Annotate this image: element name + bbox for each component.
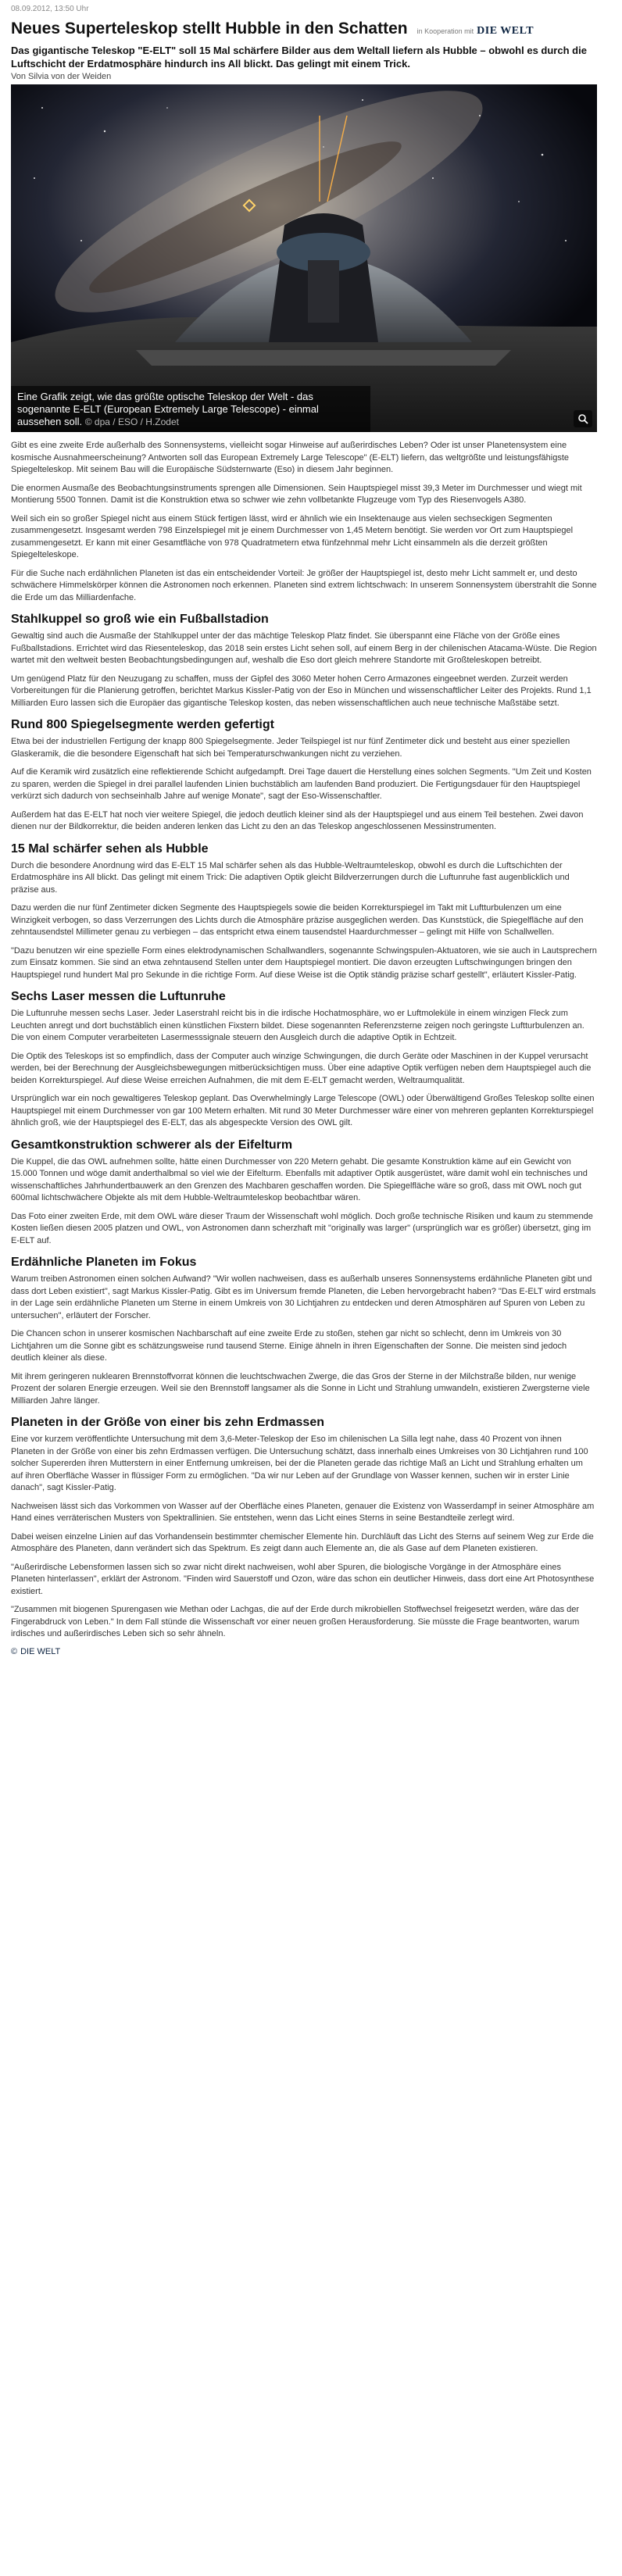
- paragraph: Etwa bei der industriellen Fertigung der knapp 800 Spiegelsegmente. Jeder Teilspiegel ist nur fünf Zentimeter dick und besteht aus einer speziellen Glaskeramik, die die besondere Eigenschaft hat sich bei Temperaturschwankungen nicht zu verziehen.: [11, 737, 570, 759]
- paragraph: Auf die Keramik wird zusätzlich eine reflektierende Schicht aufgedampft. Drei Tage dauert die Herstellung eines solchen Segments. "Um Zeit und Kosten zu sparen, werden die Spiegel in drei parallel laufenden Linien buchstäblich am laufenden Band produziert. Die Fertigungsdauer für den Hauptspiegel verkürzt sich dadurch von sechseinhalb Jahre auf wenige Monate", sagt der Eso-Wissenschaftler.: [11, 767, 592, 801]
- footer-brand[interactable]: DIE WELT: [20, 1646, 61, 1656]
- coop-label: in Kooperation mit: [416, 27, 474, 35]
- section-heading: Planeten in der Größe von einer bis zehn Erdmassen: [11, 1416, 324, 1429]
- article-footer: [11, 1647, 611, 1656]
- paragraph: "Zusammen mit biogenen Spurengasen wie Methan oder Lachgas, die auf der Erde durch mikrobiellen Stoffwechsel freigesetzt werden, wäre das der Fingerabdruck von Leben." In dem Fall stünde die Wissenschaft vor einer neuen großen Herausforderung. Sie müsste die Frage beantworten, warum irdisches und außerirdisches Leben sich so sehr ähneln.: [11, 1605, 580, 1638]
- copyright-mark: ©: [11, 1646, 18, 1656]
- paragraph: Die Luftunruhe messen sechs Laser. Jeder Laserstrahl reicht bis in die irdische Hochatmosphäre, wo er Luftmoleküle in einem winzigen Fleck zum Leuchten anregt und dort buchstäblich einen künstlichen Fixstern bildet. Diese sogenannten Referenzsterne zeigen noch geringste Luftturbulenzen an. Die von einem Computer verarbeiteten Lasermesssignale steuern den Ausgleich durch die adaptive Optik in Echtzeit.: [11, 1009, 584, 1042]
- zoom-icon[interactable]: [574, 410, 592, 427]
- paragraph: Nachweisen lässt sich das Vorkommen von Wasser auf der Oberfläche eines Planeten, genauer die Existenz von Wasserdampf in seiner Atmosphäre am Hand eines verräterischen Musters von Spektrallinien. Sie entstehen, wenn das Licht eines Sterns in seine Bestandteile zerlegt wird.: [11, 1501, 595, 1523]
- caption-text: Eine Grafik zeigt, wie das größte optische Teleskop der Welt - das sogenannte E-ELT (European Extremely Large Telescope) - einmal aussehen soll.: [17, 391, 319, 427]
- article-body: [11, 440, 611, 1641]
- cooperation-note: [417, 25, 534, 38]
- section-heading: 15 Mal schärfer sehen als Hubble: [11, 841, 209, 856]
- section-heading: Rund 800 Spiegelsegmente werden gefertigt: [11, 718, 274, 731]
- section-heading: Gesamtkonstruktion schwerer als der Eifelturm: [11, 1138, 293, 1152]
- paragraph: Mit ihrem geringeren nuklearen Brennstoffvorrat können die leuchtschwachen Zwerge, die das Gros der Sterne in der Milchstraße bilden, nur wenige Prozent der solaren Energie erzeugen. Weil sie den Brennstoff langsamer als die Sonne in Licht und Strahlung umwandeln, existieren Zwergsterne viele Milliarden Jahre länger.: [11, 1371, 590, 1406]
- paragraph: Dazu werden die nur fünf Zentimeter dicken Segmente des Hauptspiegels sowie die beiden Korrekturspiegel im Takt mit Luftturbulenzen um eine Winzigkeit verbogen, so dass Verzerrungen des Lichts durch die Atmosphäre präzise ausgeglichen werden. Das Kunststück, die Spiegelfläche auf den zehntausendstel Millimeter genau zu verbiegen – das entspricht etwa einem tausendstel Haardurchmesser – gelingt mit Hilfe von Schallwellen.: [11, 903, 584, 937]
- paragraph: Warum treiben Astronomen einen solchen Aufwand? "Wir wollen nachweisen, dass es außerhalb unseres Sonnensystems erdähnliche Planeten gibt und dass dort Leben existiert", sagt Markus Kissler-Patig. Gibt es im Universum fremde Planeten, die Leben hervorgebracht haben? "Das E-ELT wird erstmals in der Lage sein erdähnliche Planeten um Sterne in einem Umkreis von 30 Lichtjahren zu entdecken und deren Atmosphären auf Spuren von Leben zu untersuchen", erläutert der Forscher.: [11, 1274, 596, 1320]
- paragraph: Weil sich ein so großer Spiegel nicht aus einem Stück fertigen lässt, wird er ähnlich wie ein Insektenauge aus vielen sechseckigen Segmenten zusammengesetzt. Insgesamt werden 798 Einzelspiegel mit je einem Durchmesser von 1,45 Metern benötigt. Sie werden vor Ort zum Hauptspiegel zusammengesetzt. Er kann mit einer Gesamtfläche von 978 Quadratmetern etwa fünfzehnmal mehr Licht einsammeln als die derzeit größten Spiegelteleskope.: [11, 513, 574, 559]
- paragraph: Die enormen Ausmaße des Beobachtungsinstruments sprengen alle Dimensionen. Sein Hauptspiegel misst 39,3 Meter im Durchmesser und wiegt mit Montierung 5500 Tonnen. Damit ist die Konstruktion etwa so schwer wie zehn vollbetankte Flugzeuge vom Typ des Riesenvogels A380.: [11, 483, 582, 505]
- paragraph: Um genügend Platz für den Neuzugang zu schaffen, muss der Gipfel des 3060 Meter hohen Cerro Armazones eingeebnet werden. Zurzeit werden Vorbereitungen für die Planierung getroffen, berichtet Markus Kissler-Patig von der Eso in München und wissenschaftlicher Leiter des Projekts. Rund 1,1 Milliarden Euro lassen sich die Europäer das gigantische Teleskop kosten, das neben wissenschaftlichen auch neue technische Maßstäbe setzt.: [11, 673, 592, 708]
- figure-caption: [11, 386, 370, 432]
- article-title: Neues Superteleskop stellt Hubble in den Schatten: [11, 20, 408, 38]
- paragraph: Für die Suche nach erdähnlichen Planeten ist das ein entscheidender Vorteil: Je größer der Hauptspiegel ist, desto mehr Licht sammelt er, und desto schwächere Himmelskörper können die Astronomen noch erkennen. Planeten sind extrem lichtschwach: In unserem Sonnensystem überstrahlt die Sonne die Erde um das Milliardenfache.: [11, 568, 597, 602]
- paragraph: Dabei weisen einzelne Linien auf das Vorhandensein bestimmter chemischer Elemente hin. Durchläuft das Licht des Sterns auf seinem Weg zur Erde die Atmosphäre des Planeten, dann verändert sich das Spektrum. Es zeigt dann auch Elemente an, die als Gase auf dem Planeten existieren.: [11, 1531, 594, 1553]
- paragraph: Ursprünglich war ein noch gewaltigeres Teleskop geplant. Das Overwhelmingly Large Telescope (OWL) oder Überwältigend Großes Teleskop sollte einen Hauptspiegel mit einem Durchmesser von gar 100 Metern erhalten. Mit rund 30 Meter Durchmesser wäre einer von mehreren geplanten Korrekturspiegel ähnlich groß, wie der Hauptspiegel des E-ELT, das als abgespeckte Version des OWL gilt.: [11, 1094, 595, 1127]
- paragraph: Die Kuppel, die das OWL aufnehmen sollte, hätte einen Durchmesser von 220 Metern gehabt. Die gesamte Konstruktion käme auf ein Gewicht von 15.000 Tonnen und wöge damit anderthalbmal so viel wie der Eifelturm. Ebenfalls mit adaptiver Optik ausgerüstet, wäre damit wohl ein technisches und wissenschaftliches Jahrhundertbauwerk an den Grenzen des Machbaren geschaffen worden. Die Spiegelfläche wäre so groß, dass mit OWL noch gut 600mal lichtschwächere Objekte als mit dem Hubble-Weltraumteleskop beobachtbar wären.: [11, 1156, 588, 1202]
- section-heading: Sechs Laser messen die Luftunruhe: [11, 990, 226, 1003]
- paragraph: Gibt es eine zweite Erde außerhalb des Sonnensystems, vielleicht sogar Hinweise auf außerirdisches Leben? Oder ist unser Planetensystem eine kosmische Ausnahmeerscheinung? Antworten soll das European Extremely Large Telescope" (E-ELT) liefern, das weltgrößte und leistungsfähigste Spiegelteleskop. Mit seinem Bau will die Europäische Südsternwarte (Eso) in diesem Jahr beginnen.: [11, 441, 569, 474]
- paragraph: Außerdem hat das E-ELT hat noch vier weitere Spiegel, die jedoch deutlich kleiner sind als der Hauptspiegel und aus einem Teil bestehen. Zwei davon dienen nur der Bildkorrektur, die beiden anderen lenken das Licht zu den an das Teleskop angeschlossenen Messinstrumenten.: [11, 809, 584, 831]
- article-figure[interactable]: [11, 84, 597, 432]
- article-author: Von Silvia von der Weiden: [11, 72, 112, 81]
- section-heading: Erdähnliche Planeten im Fokus: [11, 1256, 197, 1269]
- article-date: 08.09.2012, 13:50 Uhr: [11, 5, 89, 13]
- paragraph: "Außerirdische Lebensformen lassen sich so zwar nicht direkt nachweisen, wohl aber Spuren, die biologische Vorgänge in der Atmosphäre eines Planeten hinterlassen", erklärt der Astronom. "Finden wird Sauerstoff und Ozon, wäre das schon ein deutlicher Hinweis, dass dort eine Art Photosynthese existiert.: [11, 1562, 595, 1596]
- paragraph: Die Optik des Teleskops ist so empfindlich, dass der Computer auch winzige Schwingungen, die durch Geräte oder Maschinen in der Kuppel verursacht werden, bei der Berechnung der Ausgleichsbewegungen mitberücksichtigen muss. Über eine adaptive Optik verfügen neben dem Hauptspiegel auch die beiden Korrekturspiegel. Auf diese Weise erreichen Aufnahmen, die mit dem E-ELT gemacht werden, Weltraumqualität.: [11, 1051, 592, 1085]
- paragraph: "Dazu benutzen wir eine spezielle Form eines elektrodynamischen Schallwandlers, sogenannte Schwingspulen-Aktuatoren, wie sie auch in Lautsprechern zum Einsatz kommen. Sie sind an etwa zehntausend Stellen unter dem Hauptspiegel montiert. Die davon erzeugten Luftschwingungen bringen den Hauptspiegel rund hundert Mal pro Sekunde in die richtige Form. Auf diese Weise ist die Optik ständig präzise scharf gestellt", erläutert Kissler-Patig.: [11, 945, 597, 980]
- title-row: [11, 19, 611, 39]
- paragraph: Das Foto einer zweiten Erde, mit dem OWL wäre dieser Traum der Wissenschaft wohl möglich. Doch große technische Risiken und kaum zu stemmende Kosten ließen diesen 2005 platzen und OWL, von Astronomen dann scherzhaft mit "originally was larger" (ursprünglich war es größer) übersetzt, ging im E-ELT auf.: [11, 1211, 593, 1245]
- article-lead: Das gigantische Teleskop "E-ELT" soll 15 Mal schärfere Bilder aus dem Weltall liefern als Hubble – obwohl es durch die Luftschicht der Erdatmosphäre hindurch ins All blickt. Das gelingt mit einem Trick.: [11, 45, 587, 70]
- section-heading: Stahlkuppel so groß wie ein Fußballstadion: [11, 613, 269, 626]
- caption-credit: © dpa / ESO / H.Zodet: [84, 416, 179, 427]
- paragraph: Eine vor kurzem veröffentlichte Untersuchung mit dem 3,6-Meter-Teleskop der Eso im chilenischen La Silla legt nahe, dass 40 Prozent von ihnen Planeten in der Größe von einer bis zehn Erdmassen verfügen. Die Untersuchung schätzt, dass innerhalb eines Umkreises von 30 Lichtjahren rund 100 solcher Supererden ihren Mutterstern in einer Entfernung umkreisen, bei der die Planeten gerade das richtige Maß an Licht und Strahlung erhalten um auf ihren Oberfläche Wasser in flüssiger Form zu ermöglichen. "Da wir nur Leben auf der Grundlage von Wasser kennen, suchen wir in erster Linie danach", sagt Kissler-Patig.: [11, 1434, 588, 1492]
- die-welt-logo[interactable]: DIE WELT: [477, 25, 534, 37]
- telescope-illustration: [11, 84, 597, 432]
- paragraph: Die Chancen schon in unserer kosmischen Nachbarschaft auf eine zweite Erde zu stoßen, stehen gar nicht so schlecht, denn im Umkreis von 30 Lichtjahren um die Sonne gibt es schätzungsweise rund tausend Sterne. Einige ähneln in ihren Eigenschaften der Sonne. Die meisten sind jedoch deutlich kleiner als diese.: [11, 1329, 567, 1363]
- paragraph: Durch die besondere Anordnung wird das E-ELT 15 Mal schärfer sehen als das Hubble-Weltraumteleskop, obwohl es durch die Luftschichten der Erdatmosphäre ins All blickt. Das gelingt mit einem Trick: Die adaptiven Optik gleicht Bildverzerrungen durch die Luftunruhe fast augenblicklich und präzise aus.: [11, 860, 570, 895]
- paragraph: Gewaltig sind auch die Ausmaße der Stahlkuppel unter der das mächtige Teleskop Platz findet. Sie überspannt eine Fläche von der Größe eines Fußballstadions. Errichtet wird das Riesenteleskop, das 2018 sein erstes Licht sehen soll, auf einem Berg in der chilenischen Atacama-Wüste. Die Region wartet mit den weltweit besten Beobachtungsbedingungen auf, weshalb die Eso dort gleich mehrere Standorte mit Großteleskopen betreibt.: [11, 631, 597, 665]
